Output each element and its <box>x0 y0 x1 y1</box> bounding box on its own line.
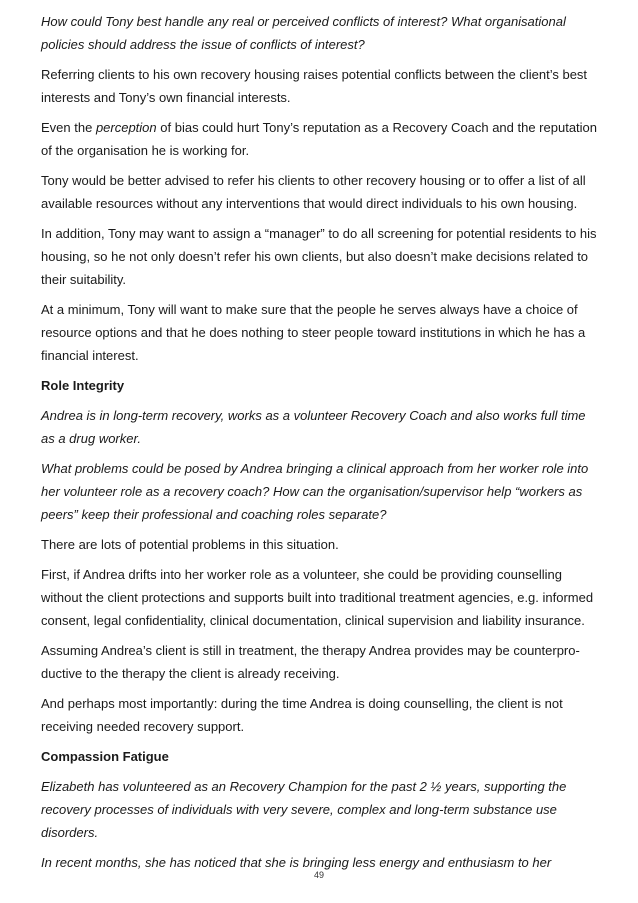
emphasis: perception <box>95 120 157 135</box>
page-content <box>41 10 598 874</box>
text-run: of bias could hurt Tony’s reputation as a Recovery Coach and the reputation of the organisation he is working for. <box>41 120 598 158</box>
paragraph: How could Tony best handle any real or perceived conflicts of interest? What organisational policies should address the issue of conflicts of interest? <box>41 14 566 52</box>
paragraph: In recent months, she has noticed that she is bringing less energy and enthusiasm to her <box>41 855 552 870</box>
paragraph: Elizabeth has volunteered as an Recovery Champion for the past 2 ½ years, supporting the recovery processes of individuals with very severe, complex and long-term substance use disorders. <box>41 779 567 840</box>
paragraph: Assuming Andrea’s client is still in treatment, the therapy Andrea provides may be counterpro-ductive to the therapy the client is already receiving. <box>41 643 580 681</box>
paragraph: First, if Andrea drifts into her worker role as a volunteer, she could be providing counselling without the client protections and supports built into traditional treatment agencies, e.g. informed consent, legal confidentiality, clinical documentation, clinical supervision and liability insurance. <box>41 567 594 628</box>
paragraph: At a minimum, Tony will want to make sure that the people he serves always have a choice of resource options and that he does nothing to steer people toward institutions in which he has a financial interest. <box>41 302 586 363</box>
paragraph: In addition, Tony may want to assign a “manager” to do all screening for potential residents to his housing, so he not only doesn’t refer his own clients, but also doesn’t make decisions related to their suitability. <box>41 226 597 287</box>
paragraph: What problems could be posed by Andrea bringing a clinical approach from her worker role into her volunteer role as a recovery coach? How can the organisation/supervisor help “workers as peers” keep their professional and coaching roles separate? <box>41 461 589 522</box>
paragraph: There are lots of potential problems in this situation. <box>41 537 339 552</box>
paragraph: And perhaps most importantly: during the time Andrea is doing counselling, the client is not receiving needed recovery support. <box>41 696 563 734</box>
paragraph: Andrea is in long-term recovery, works as a volunteer Recovery Coach and also works full time as a drug worker. <box>41 408 586 446</box>
section-heading: Compassion Fatigue <box>41 749 169 764</box>
text-run: Even the <box>41 120 96 135</box>
paragraph: Tony would be better advised to refer his clients to other recovery housing or to offer a list of all available resources without any interventions that would direct individuals to his own housing. <box>41 173 586 211</box>
page-number: 49 <box>313 870 324 880</box>
paragraph <box>41 116 598 162</box>
paragraph: Referring clients to his own recovery housing raises potential conflicts between the client’s best interests and Tony’s own financial interests. <box>41 67 588 105</box>
section-heading: Role Integrity <box>41 378 125 393</box>
